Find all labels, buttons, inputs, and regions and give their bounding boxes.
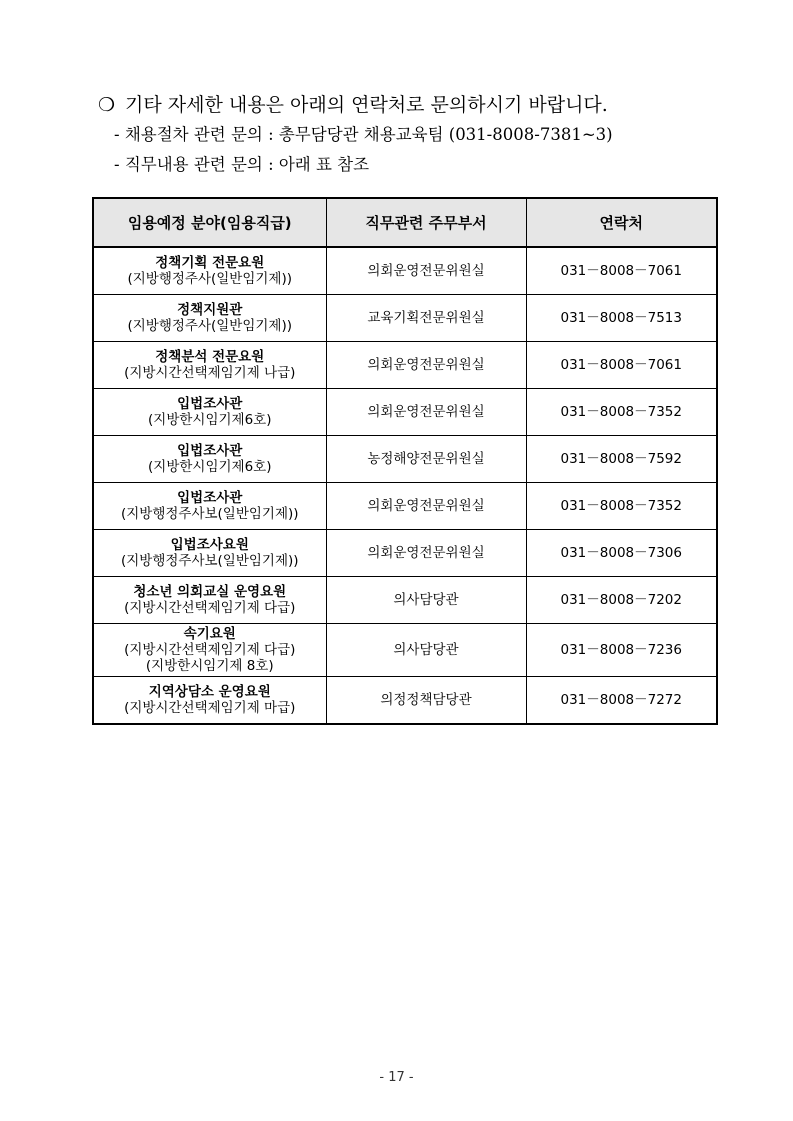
- intro-main-line: [98, 90, 738, 120]
- phone-cell: 031－8008－7352: [526, 389, 717, 436]
- phone-cell: 031－8008－7202: [526, 577, 717, 624]
- table-row: [93, 530, 717, 577]
- phone-cell: 031－8008－7272: [526, 677, 717, 725]
- page-number: - 17 -: [379, 1070, 414, 1085]
- field-cell: [93, 295, 326, 342]
- phone-cell: 031－8008－7236: [526, 624, 717, 677]
- field-cell: [93, 389, 326, 436]
- table-row: [93, 677, 717, 725]
- field-title: 정책분석 전문요원: [155, 349, 265, 365]
- phone-cell: 031－8008－7061: [526, 342, 717, 389]
- field-title: 입법조사요원: [170, 537, 249, 553]
- header-department: 직무관련 주무부서: [326, 198, 526, 247]
- intro-sub-duties: - 직무내용 관련 문의 : 아래 표 참조: [114, 155, 370, 174]
- intro-main-text: 기타 자세한 내용은 아래의 연락처로 문의하시기 바랍니다.: [125, 94, 608, 116]
- table-row: [93, 342, 717, 389]
- intro-sub-procedure: - 채용절차 관련 문의 : 총무담당관 채용교육팀 (031-8008-7381~3): [114, 125, 613, 144]
- phone-cell: 031－8008－7306: [526, 530, 717, 577]
- table-row: [93, 483, 717, 530]
- header-field: 임용예정 분야(임용직급): [93, 198, 326, 247]
- department-cell: 의정정책담당관: [326, 677, 526, 725]
- department-cell: 의회운영전문위원실: [326, 530, 526, 577]
- table-row: [93, 247, 717, 295]
- field-title: 입법조사관: [177, 396, 243, 412]
- field-grade: (지방행정주사(일반임기제)): [127, 271, 293, 287]
- field-cell: [93, 436, 326, 483]
- field-grade: (지방한시임기제6호): [148, 412, 272, 428]
- field-title: 입법조사관: [177, 443, 243, 459]
- table-row: [93, 436, 717, 483]
- field-title: 정책지원관: [177, 302, 243, 318]
- table-row: [93, 389, 717, 436]
- department-cell: 의회운영전문위원실: [326, 247, 526, 295]
- field-grade: (지방행정주사(일반임기제)): [127, 318, 293, 334]
- department-cell: 의회운영전문위원실: [326, 389, 526, 436]
- department-cell: 의사담당관: [326, 624, 526, 677]
- table-row: [93, 577, 717, 624]
- department-cell: 의사담당관: [326, 577, 526, 624]
- field-grade: (지방한시임기제6호): [148, 459, 272, 475]
- field-title: 속기요원: [183, 626, 236, 642]
- phone-cell: 031－8008－7513: [526, 295, 717, 342]
- field-grade: (지방시간선택제임기제 마급): [124, 700, 296, 716]
- field-title: 정책기획 전문요원: [155, 255, 265, 271]
- department-cell: 의회운영전문위원실: [326, 342, 526, 389]
- field-cell: [93, 530, 326, 577]
- field-title: 입법조사관: [177, 490, 243, 506]
- field-title: 청소년 의회교실 운영요원: [133, 584, 287, 600]
- contact-info-section: [98, 90, 738, 180]
- field-grade: (지방시간선택제임기제 나급): [124, 365, 296, 381]
- field-cell: [93, 483, 326, 530]
- department-cell: 교육기획전문위원실: [326, 295, 526, 342]
- field-title: 지역상담소 운영요원: [148, 684, 271, 700]
- field-cell: [93, 342, 326, 389]
- table-row: [93, 295, 717, 342]
- field-cell: [93, 577, 326, 624]
- field-grade: (지방행정주사보(일반임기제)): [120, 506, 299, 522]
- field-grade-secondary: (지방한시임기제 8호): [145, 658, 274, 674]
- field-grade: (지방시간선택제임기제 다급): [124, 642, 296, 658]
- contacts-table: [92, 197, 718, 725]
- phone-cell: 031－8008－7061: [526, 247, 717, 295]
- phone-cell: 031－8008－7352: [526, 483, 717, 530]
- field-cell: [93, 247, 326, 295]
- field-cell: [93, 624, 326, 677]
- field-grade: (지방시간선택제임기제 다급): [124, 600, 296, 616]
- field-cell: [93, 677, 326, 725]
- circle-bullet-icon: ❍: [98, 94, 116, 116]
- department-cell: 의회운영전문위원실: [326, 483, 526, 530]
- department-cell: 농정해양전문위원실: [326, 436, 526, 483]
- table-header-row: [93, 198, 717, 247]
- table-row: [93, 624, 717, 677]
- phone-cell: 031－8008－7592: [526, 436, 717, 483]
- header-contact: 연락처: [526, 198, 717, 247]
- field-grade: (지방행정주사보(일반임기제)): [120, 553, 299, 569]
